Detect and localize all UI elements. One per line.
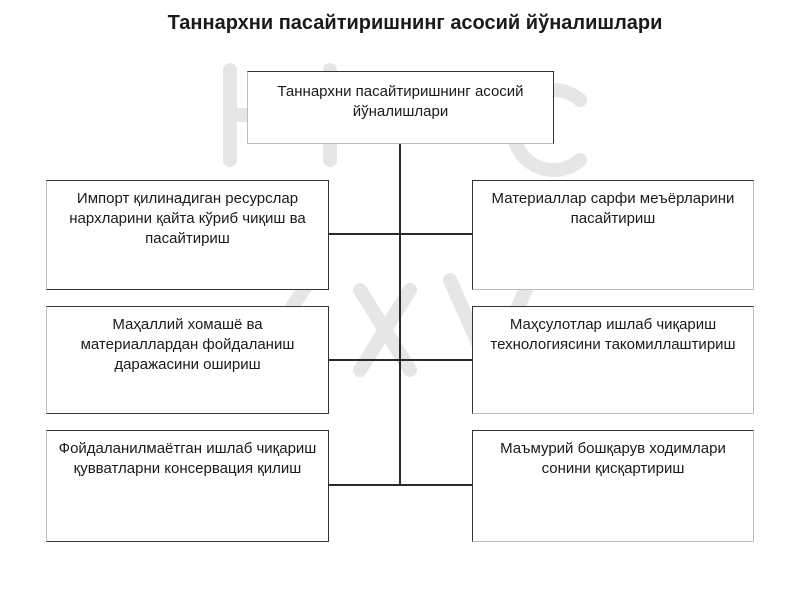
right-node-1-label: Материаллар сарфи меъёрларини пасайтириш — [491, 190, 735, 227]
connector-left-3 — [329, 484, 400, 486]
root-node-label: Таннархни пасайтиришнинг асосий йўналишлари — [277, 83, 524, 120]
connector-right-2 — [400, 359, 472, 361]
connector-right-1 — [400, 233, 472, 235]
right-node-2 — [472, 306, 754, 414]
right-node-2-label: Маҳсулотлар ишлаб чиқариш технологиясини такомиллаштириш — [490, 316, 736, 353]
left-node-1-label: Импорт қилинадиган ресурслар нархларини қайта кўриб чиқиш ва пасайтириш — [69, 190, 306, 247]
left-node-2 — [46, 306, 329, 414]
connector-left-2 — [329, 359, 400, 361]
connector-trunk — [399, 144, 401, 486]
left-node-1 — [46, 180, 329, 290]
connector-left-1 — [329, 233, 400, 235]
right-node-1 — [472, 180, 754, 290]
connector-right-3 — [400, 484, 472, 486]
right-node-3-label: Маъмурий бошқарув ходимлари сонини қисқартириш — [500, 440, 726, 477]
root-node — [247, 71, 554, 144]
left-node-3 — [46, 430, 329, 542]
left-node-2-label: Маҳаллий хомашё ва материаллардан фойдаланиш даражасини ошириш — [80, 316, 295, 373]
page-title: Таннархни пасайтиришнинг асосий йўналишлари — [167, 12, 663, 34]
left-node-3-label: Фойдаланилмаётган ишлаб чиқариш қувватларни консервация қилиш — [58, 440, 317, 477]
right-node-3 — [472, 430, 754, 542]
